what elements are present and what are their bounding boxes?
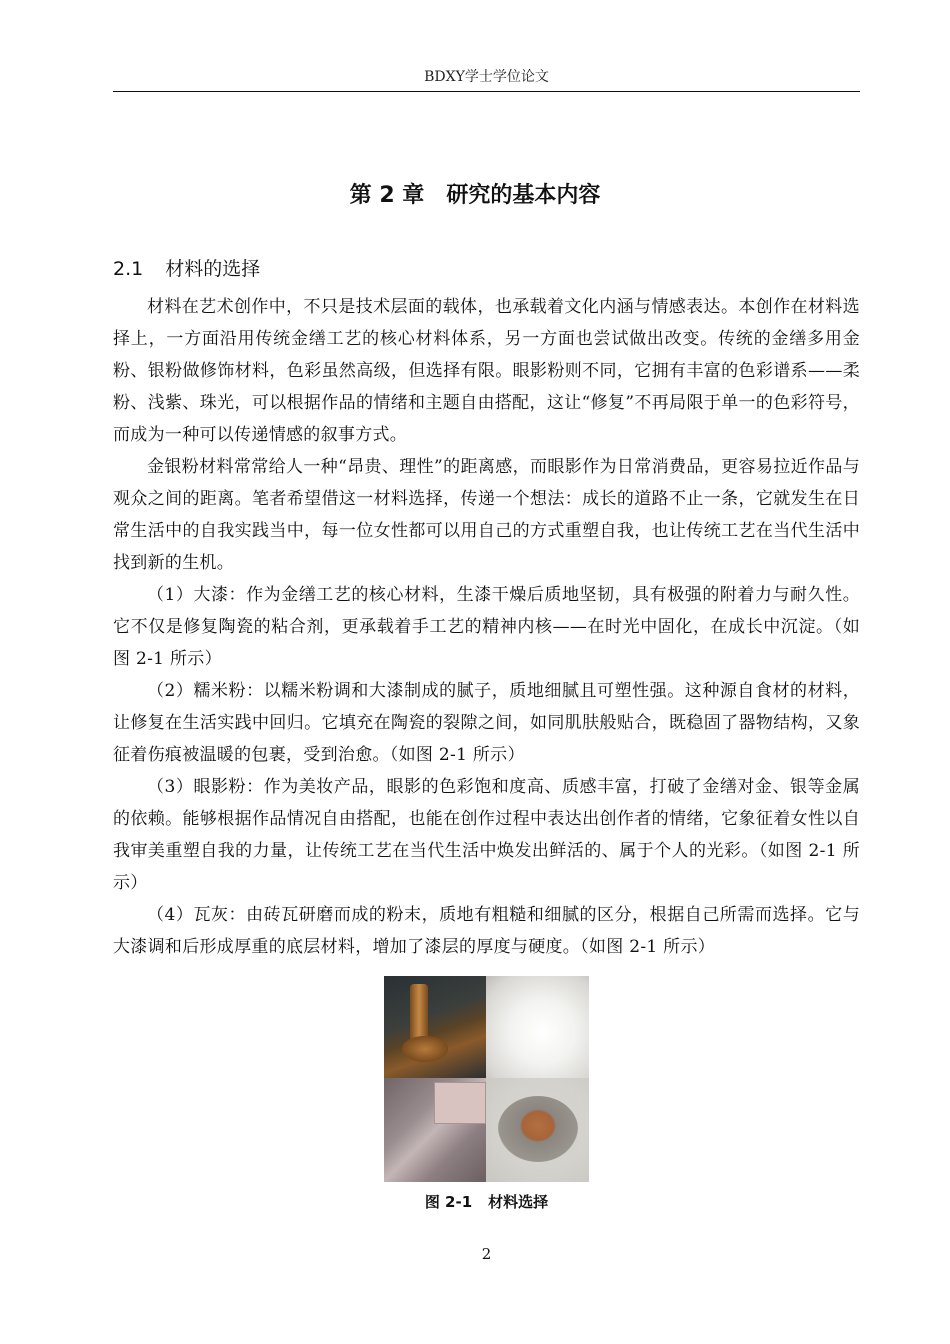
figure-number: 图 2-1 (424, 1193, 473, 1211)
paragraph: （3）眼影粉：作为美妆产品，眼影的色彩饱和度高、质感丰富，打破了金缮对金、银等金属的依赖。能够根据作品情况自由搭配，也能在创作过程中表达出创作者的情绪，它象征着女性以自我审美重塑自我的力量，让传统工艺在当代生活中焕发出鲜活的、属于个人的光彩。（如图 2-1 所示） (113, 777, 860, 893)
paragraph: （4）瓦灰：由砖瓦研磨而成的粉末，质地有粗糙和细腻的区分，根据自己所需而选择。它与大漆调和后形成厚重的底层材料，增加了漆层的厚度与硬度。（如图 2-1 所示） (113, 905, 860, 957)
paragraph: （1）大漆：作为金缮工艺的核心材料，生漆干燥后质地坚韧，具有极强的附着力与耐久性。它不仅是修复陶瓷的粘合剂，更承载着手工艺的精神内核——在时光中固化，在成长中沉淀。（如图 2-1 所示） (113, 585, 860, 669)
chapter-heading (0, 178, 950, 209)
section-title: 材料的选择 (165, 258, 261, 280)
figure-caption-text: 材料选择 (488, 1193, 549, 1211)
tile-ash-photo (486, 1078, 589, 1182)
figure-image-grid (384, 976, 589, 1182)
rice-flour-photo (486, 976, 589, 1078)
page-number: 2 (481, 1245, 492, 1263)
paragraph: 金银粉材料常常给人一种“昂贵、理性”的距离感，而眼影作为日常消费品，更容易拉近作品与观众之间的距离。笔者希望借这一材料选择，传递一个想法：成长的道路不止一条，它就发生在日常生活中的自我实践当中，每一位女性都可以用自己的方式重塑自我，也让传统工艺在当代生活中找到新的生机。 (113, 457, 860, 573)
figure-caption (0, 1191, 950, 1212)
paragraph: （2）糯米粉：以糯米粉调和大漆制成的腻子，质地细腻且可塑性强。这种源自食材的材料，让修复在生活实践中回归。它填充在陶瓷的裂隙之间，如同肌肤般贴合，既稳固了器物结构，又象征着伤痕被温暖的包裹，受到治愈。（如图 2-1 所示） (113, 681, 860, 765)
section-number: 2.1 (113, 258, 144, 280)
header-divider (113, 91, 860, 92)
lacquer-photo (384, 976, 486, 1078)
chapter-title: 研究的基本内容 (446, 183, 601, 208)
eyeshadow-photo (384, 1078, 486, 1182)
paragraph: 材料在艺术创作中，不只是技术层面的载体，也承载着文化内涵与情感表达。本创作在材料选择上，一方面沿用传统金缮工艺的核心材料体系，另一方面也尝试做出改变。传统的金缮多用金粉、银粉做修饰材料，色彩虽然高级，但选择有限。眼影粉则不同，它拥有丰富的色彩谱系——柔粉、浅紫、珠光，可以根据作品的情绪和主题自由搭配，这让“修复”不再局限于单一的色彩符号，而成为一种可以传递情感的叙事方式。 (113, 297, 860, 445)
running-header: BDXY学士学位论文 (424, 69, 549, 85)
chapter-number: 第 2 章 (349, 183, 425, 208)
section-heading (113, 254, 260, 281)
body-text (113, 291, 860, 963)
